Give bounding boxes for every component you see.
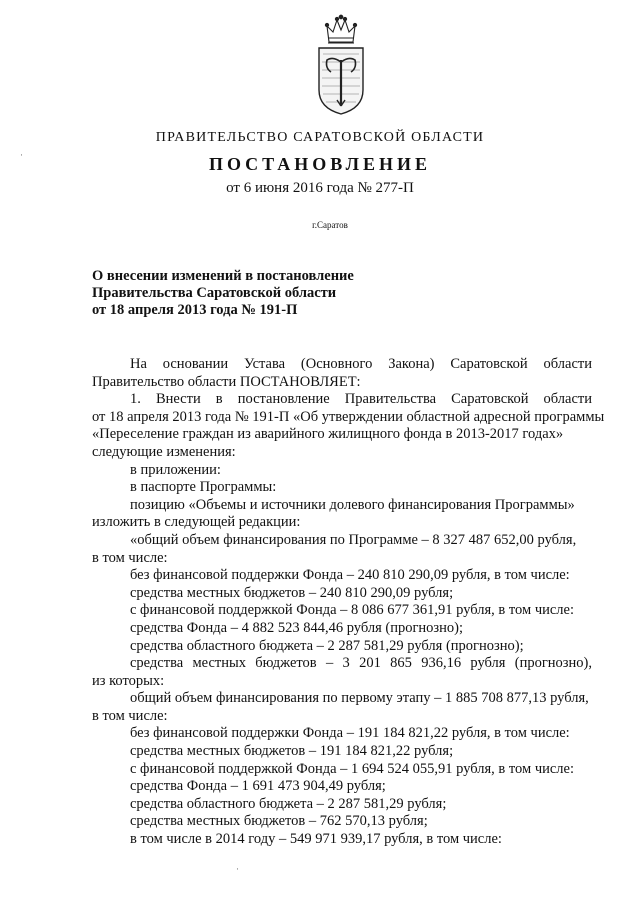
body-line: Правительство области ПОСТАНОВЛЯЕТ: — [92, 373, 361, 390]
document-city: г.Саратов — [312, 220, 348, 230]
body-line: средства областного бюджета – 2 287 581,29 рубля; — [130, 795, 447, 812]
subject-line: от 18 апреля 2013 года № 191-П — [92, 302, 298, 318]
body-line: с финансовой поддержкой Фонда – 8 086 677 361,91 рубля, в том числе: — [130, 602, 575, 619]
body-line: общий объем финансирования по первому этапу – 1 885 708 877,13 рубля, — [130, 690, 589, 707]
body-line: с финансовой поддержкой Фонда – 1 694 524 055,91 рубля, в том числе: — [130, 760, 575, 777]
document-date-number: от 6 июня 2016 года № 277-П — [226, 180, 414, 196]
saratov-coat-of-arms-icon — [311, 12, 371, 116]
body-line: «Переселение граждан из аварийного жилищного фонда в 2013-2017 годах» — [92, 426, 564, 443]
government-name: ПРАВИТЕЛЬСТВО САРАТОВСКОЙ ОБЛАСТИ — [155, 130, 485, 145]
body-line: в том числе: — [92, 549, 168, 566]
body-line: от 18 апреля 2013 года № 191-П «Об утверждении областной адресной программы — [92, 408, 605, 425]
body-line: средства местных бюджетов – 191 184 821,22 рубля; — [130, 743, 454, 760]
body-line: в том числе в 2014 году – 549 971 939,17 рубля, в том числе: — [130, 831, 502, 848]
body-line: средства местных бюджетов – 240 810 290,09 рубля; — [130, 584, 454, 601]
scan-speck: · — [236, 864, 239, 874]
body-line: средства местных бюджетов – 3 201 865 936,16 рубля (прогнозно), — [130, 655, 592, 672]
scan-speck: · — [20, 150, 23, 160]
body-line: На основании Устава (Основного Закона) Саратовской области — [130, 356, 592, 372]
subject-line: О внесении изменений в постановление — [92, 268, 354, 284]
body-line: изложить в следующей редакции: — [92, 514, 301, 531]
body-line: в приложении: — [130, 461, 221, 478]
document-body — [92, 356, 605, 849]
document-type-title: ПОСТАНОВЛЕНИЕ — [208, 154, 432, 174]
body-line: из которых: — [92, 672, 165, 689]
body-line: средства местных бюджетов – 762 570,13 рубля; — [130, 813, 428, 830]
body-line: в том числе: — [92, 707, 168, 724]
body-line: позицию «Объемы и источники долевого финансирования Программы» — [130, 496, 575, 513]
body-line: средства областного бюджета – 2 287 581,29 рубля (прогнозно); — [130, 637, 524, 654]
body-line: средства Фонда – 1 691 473 904,49 рубля; — [130, 778, 386, 795]
body-line: «общий объем финансирования по Программе – 8 327 487 652,00 рубля, — [130, 531, 577, 548]
body-line: в паспорте Программы: — [130, 479, 277, 496]
subject-line: Правительства Саратовской области — [92, 285, 337, 301]
body-line: без финансовой поддержки Фонда – 191 184 821,22 рубля, в том числе: — [130, 725, 570, 742]
document-subject — [92, 268, 354, 319]
body-line: 1. Внести в постановление Правительства Саратовской области — [130, 391, 592, 408]
body-line: следующие изменения: — [92, 443, 236, 460]
body-line: без финансовой поддержки Фонда – 240 810 290,09 рубля, в том числе: — [130, 567, 570, 584]
body-line: средства Фонда – 4 882 523 844,46 рубля (прогнозно); — [130, 619, 464, 636]
